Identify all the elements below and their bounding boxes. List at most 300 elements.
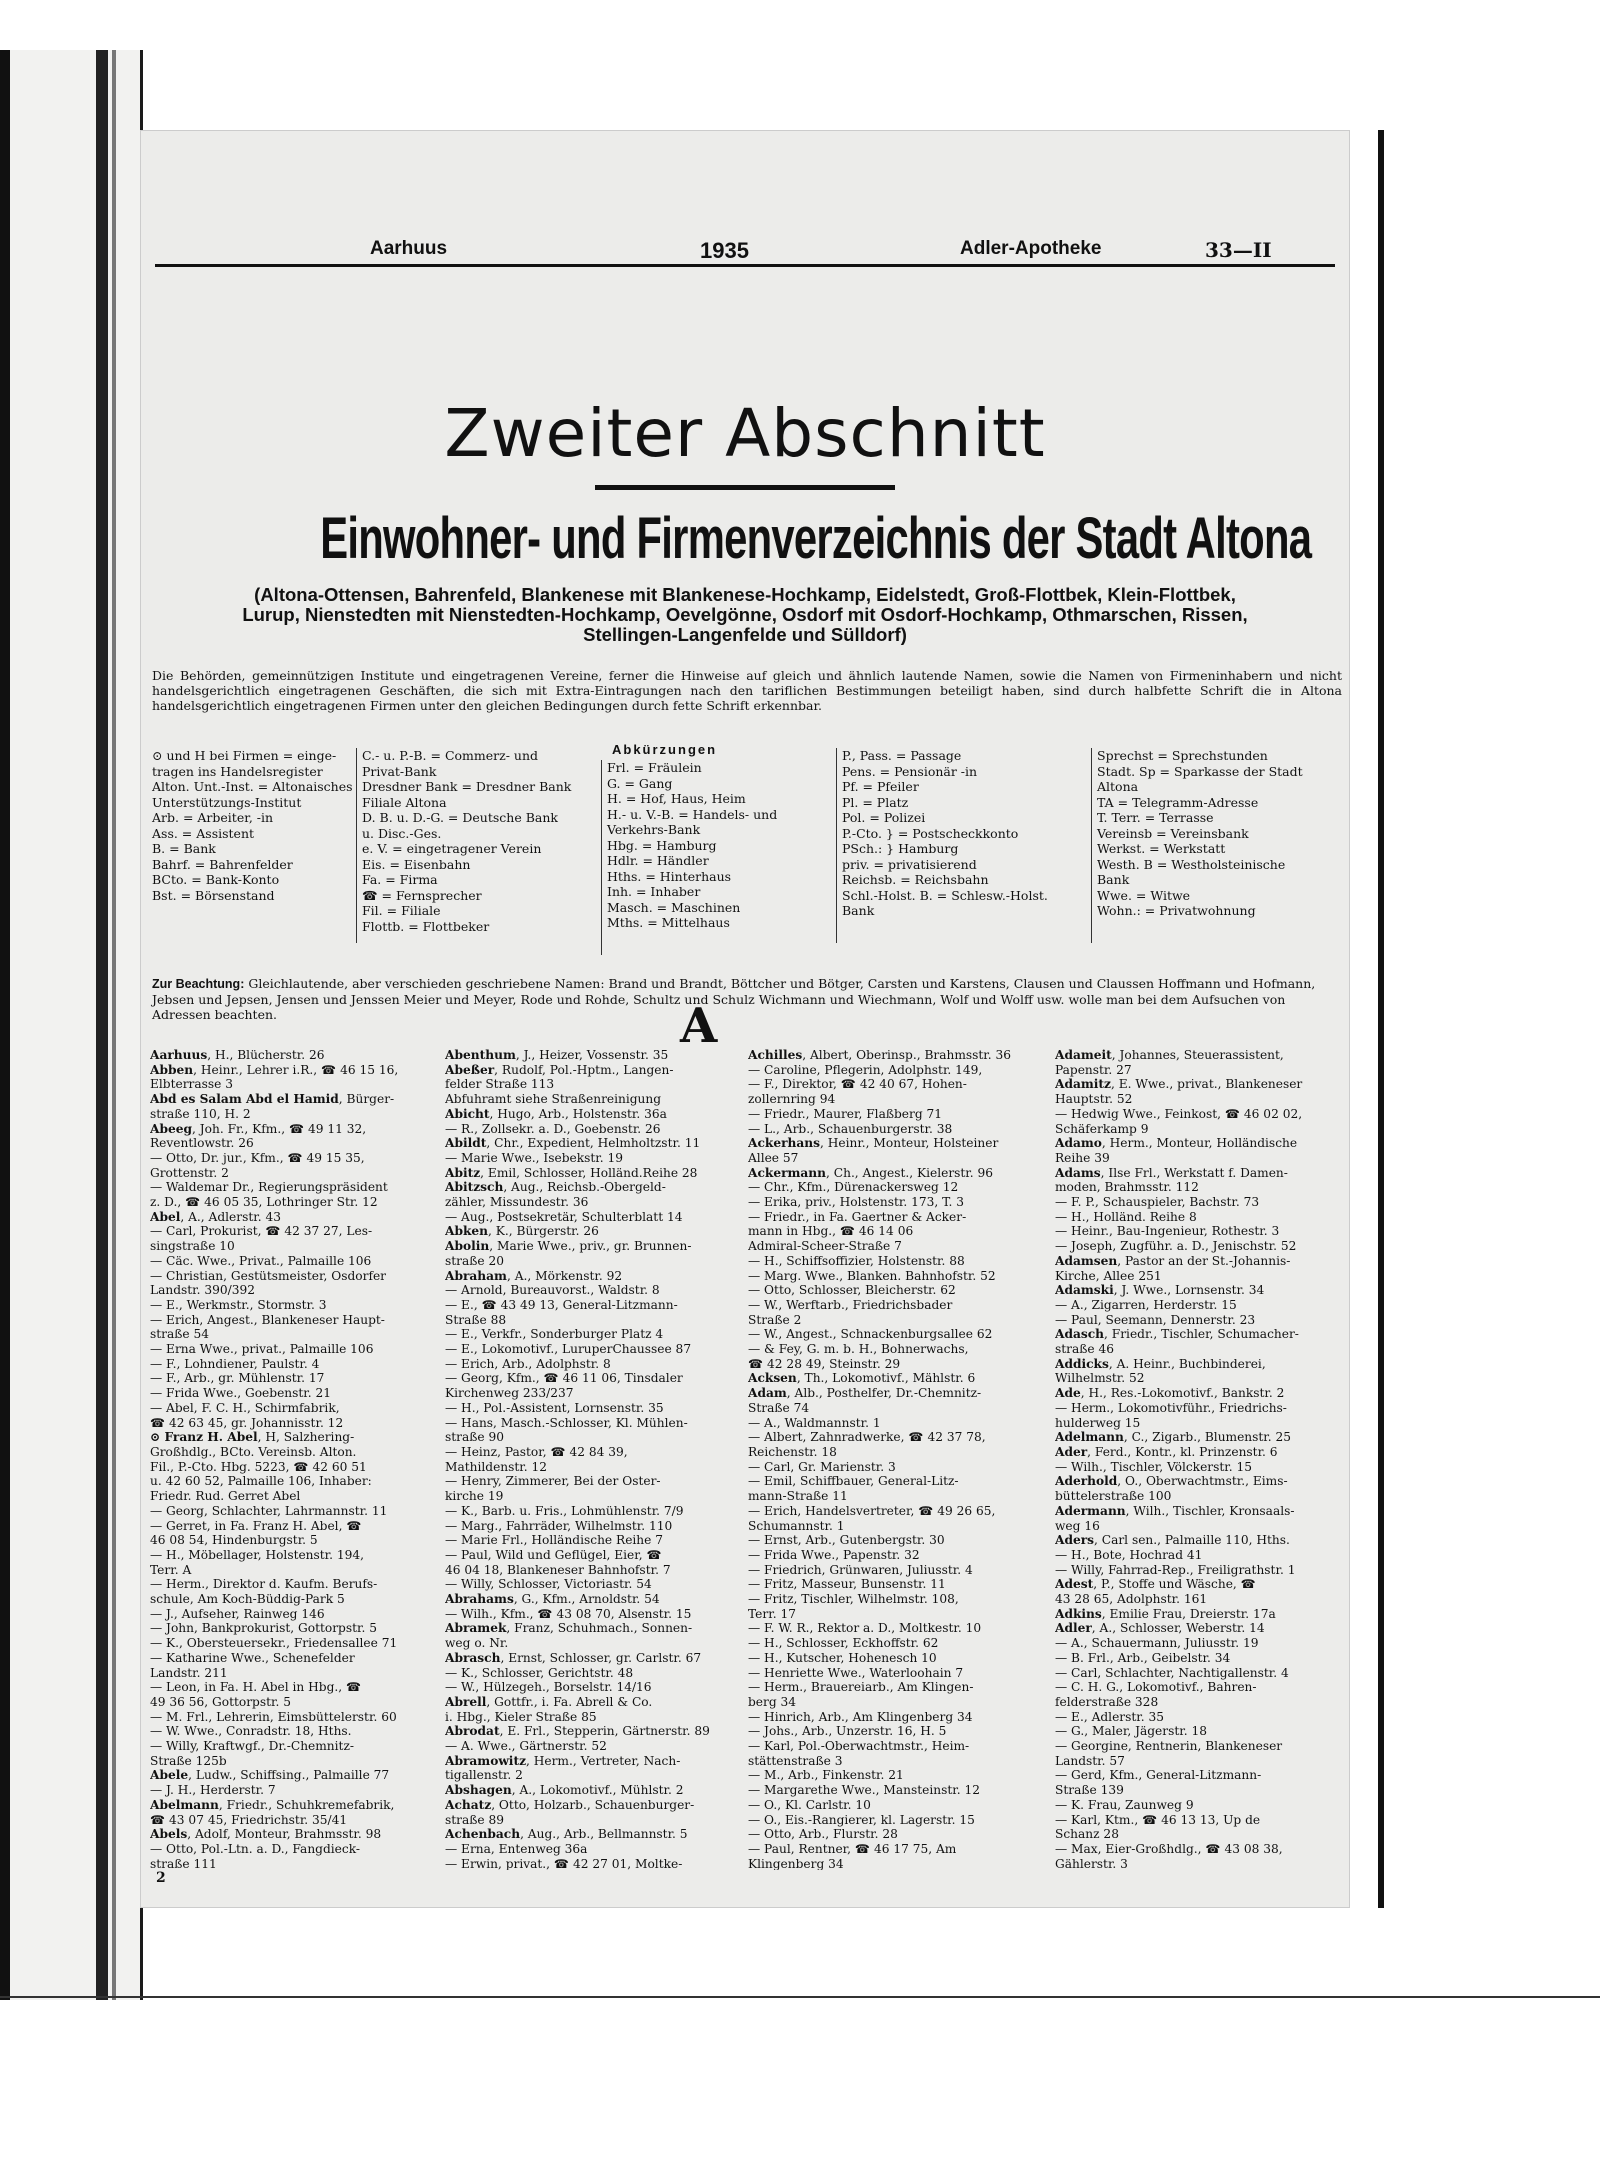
- directory-entry: Aderhold, O., Oberwachtmstr., Eims-: [1055, 1474, 1288, 1489]
- directory-entry: — W. Wwe., Conradstr. 18, Hths.: [150, 1724, 352, 1739]
- directory-entry: Schäferkamp 9: [1055, 1121, 1149, 1136]
- directory-entry: — Paul, Wild und Geflügel, Eier, ☎: [445, 1547, 662, 1562]
- directory-entry: — Erich, Arb., Adolphstr. 8: [445, 1356, 611, 1371]
- directory-entry: — Gerd, Kfm., General-Litzmann-: [1055, 1768, 1262, 1783]
- intro-paragraph: Die Behörden, gemeinnützigen Institute und eingetragenen Vereine, ferner die Hinweise auf gleich und ähnlich lautende Namen, sowie die Namen von Firmeninhabern und nicht handelsgerichtlich eingetragenen Geschäften, die sich mit Extra-Eintragungen nach den tariflichen Bestimmungen beteiligt haben, sind durch halbfette Schrift die in Altona handelsgerichtlich eingetragenen Firmen unter den gleichen Bedingungen durch fette Schrift erkennbar.: [152, 668, 1342, 713]
- abbreviation-item: Eis. = Eisenbahn: [362, 856, 471, 872]
- abbreviation-item: Bank: [1097, 872, 1130, 887]
- directory-entry: Achilles, Albert, Oberinsp., Brahmsstr. 36: [748, 1048, 1012, 1062]
- directory-entry: — Leon, in Fa. H. Abel in Hbg., ☎: [150, 1680, 362, 1695]
- directory-entry: — Otto, Schlosser, Bleicherstr. 62: [748, 1283, 956, 1298]
- directory-entry: Admiral-Scheer-Straße 7: [748, 1239, 902, 1254]
- abbreviation-item: Hths. = Hinterhaus: [607, 868, 732, 884]
- directory-entry: — E., ☎ 43 49 13, General-Litzmann-: [445, 1297, 678, 1312]
- directory-entry: — Waldemar Dr., Regierungspräsident: [150, 1180, 388, 1195]
- directory-entry: — E., Verkfr., Sonderburger Platz 4: [445, 1327, 664, 1342]
- directory-entry: Wilhelmstr. 52: [1055, 1371, 1145, 1386]
- scan-right-edge: [1378, 130, 1384, 1908]
- directory-entry: — Otto, Arb., Flurstr. 28: [748, 1827, 898, 1842]
- directory-entry: Hauptstr. 52: [1055, 1092, 1133, 1107]
- directory-entry: Adam, Alb., Posthelfer, Dr.-Chemnitz-: [748, 1386, 982, 1401]
- abbreviation-item: Inh. = Inhaber: [607, 884, 701, 899]
- scan-edge-dark: [0, 50, 10, 2000]
- directory-entry: 43 28 65, Adolphstr. 161: [1055, 1592, 1208, 1607]
- directory-entry: moden, Brahmsstr. 112: [1055, 1180, 1199, 1195]
- directory-entry: — H., Schlosser, Eckhoffstr. 62: [748, 1636, 939, 1651]
- directory-entry: ☎ 43 07 45, Friedrichstr. 35/41: [150, 1812, 348, 1827]
- directory-entry: mann in Hbg., ☎ 46 14 06: [748, 1224, 914, 1239]
- directory-entry: — W., Angest., Schnackenburgsallee 62: [748, 1327, 993, 1342]
- directory-entry: — Erika, priv., Holstenstr. 173, T. 3: [748, 1195, 964, 1210]
- abbreviation-item: e. V. = eingetragener Verein: [362, 841, 542, 856]
- directory-entry: — A., Waldmannstr. 1: [748, 1415, 881, 1430]
- directory-entry: Schumannstr. 1: [748, 1518, 845, 1533]
- abbreviation-item: P., Pass. = Passage: [842, 748, 962, 763]
- abbreviation-item: C.- u. P.-B. = Commerz- und: [362, 748, 538, 763]
- directory-entry: Achatz, Otto, Holzarb., Schauenburger-: [445, 1797, 695, 1812]
- section-letter: A: [680, 998, 718, 1054]
- directory-column: [748, 1048, 1048, 1870]
- directory-entry: — Paul, Rentner, ☎ 46 17 75, Am: [748, 1841, 957, 1856]
- directory-entry: Kirchenweg 233/237: [445, 1386, 574, 1401]
- abbreviation-item: Unterstützungs-Institut: [152, 794, 302, 810]
- abbreviation-item: Reichsb. = Reichsbahn: [842, 872, 989, 887]
- abbreviation-item: Flottb. = Flottbeker: [362, 918, 490, 934]
- directory-entry: — F. P., Schauspieler, Bachstr. 73: [1055, 1195, 1260, 1210]
- directory-entry: — O., Kl. Carlstr. 10: [748, 1797, 871, 1812]
- directory-entry: — Otto, Pol.-Ltn. a. D., Fangdieck-: [150, 1841, 361, 1856]
- directory-entry: Abildt, Chr., Expedient, Helmholtzstr. 11: [445, 1136, 701, 1151]
- directory-entry: — Willy, Fahrrad-Rep., Freiligrathstr. 1: [1055, 1562, 1296, 1577]
- directory-entry: Abeßer, Rudolf, Pol.-Hptm., Langen-: [445, 1062, 674, 1077]
- subtitle-line: Lurup, Nienstedten mit Nienstedten-Hochkamp, Oevelgönne, Osdorf mit Osdorf-Hochkamp, Othmarschen, Rissen,: [242, 604, 1248, 625]
- note-text: Gleichlautende, aber verschieden geschriebene Namen: Brand und Brandt, Böttcher und Bötger, Carsten und Karstens, Clausen und Claussen Hoffmann und Hofmann, Jebsen und Jepsen, Jensen und Jenssen Meier und Meyer, Rode und Rohde, Schultz und Schulz Wichmann und Wiechmann, Wolf und Wolff usw. wolle man bei dem Aufsuchen von Adressen beachten.: [152, 976, 1316, 1022]
- note-label: Zur Beachtung:: [152, 977, 245, 991]
- directory-entry: — Joseph, Zugführ. a. D., Jenischstr. 52: [1055, 1239, 1297, 1254]
- directory-entry: — Hinrich, Arb., Am Klingenberg 34: [748, 1709, 973, 1724]
- running-head-left: Aarhuus: [370, 238, 448, 259]
- directory-entry: Aders, Carl sen., Palmaille 110, Hths.: [1055, 1533, 1290, 1548]
- abbreviation-item: BCto. = Bank-Konto: [152, 872, 280, 887]
- directory-entry: 46 08 54, Hindenburgstr. 5: [150, 1533, 318, 1548]
- abbreviation-item: Verkehrs-Bank: [607, 822, 701, 837]
- abbreviation-item: H. = Hof, Haus, Heim: [607, 791, 746, 806]
- directory-entry: — Friedr., in Fa. Gaertner & Acker-: [748, 1209, 967, 1224]
- directory-entry: Adasch, Friedr., Tischler, Schumacher-: [1055, 1327, 1299, 1342]
- directory-entry: — J. H., Herderstr. 7: [150, 1783, 276, 1798]
- directory-entry: — J., Aufseher, Rainweg 146: [150, 1606, 325, 1621]
- abbreviation-item: P.-Cto. } = Postscheckkonto: [842, 825, 1019, 841]
- directory-entry: Adameit, Johannes, Steuerassistent,: [1055, 1048, 1284, 1062]
- column-divider: [356, 748, 357, 943]
- directory-entry: — Erich, Handelsvertreter, ☎ 49 26 65,: [748, 1503, 996, 1518]
- running-head-year: 1935: [700, 238, 749, 263]
- directory-entry: — L., Arb., Schauenburgerstr. 38: [748, 1121, 953, 1136]
- directory-entry: — Max, Eier-Großhdlg., ☎ 43 08 38,: [1055, 1841, 1283, 1856]
- directory-entry: zähler, Missundestr. 36: [445, 1195, 589, 1210]
- directory-entry: hulderweg 15: [1055, 1415, 1141, 1430]
- directory-entry: ☎ 42 63 45, gr. Johannisstr. 12: [150, 1415, 344, 1430]
- directory-entry: Abrodat, E. Frl., Stepperin, Gärtnerstr. 89: [445, 1724, 710, 1739]
- directory-entry: Abshagen, A., Lokomotivf., Mühlstr. 2: [445, 1783, 684, 1798]
- book-gutter: [96, 50, 108, 2000]
- directory-entry: — W., Werftarb., Friedrichsbader: [748, 1297, 953, 1312]
- abbreviation-item: tragen ins Handelsregister: [152, 763, 323, 779]
- abbreviation-item: Alton. Unt.-Inst. = Altonaisches: [152, 779, 353, 794]
- abbreviations-heading: Abkürzungen: [612, 742, 718, 757]
- directory-entry: Ade, H., Res.-Lokomotivf., Bankstr. 2: [1055, 1386, 1285, 1401]
- directory-entry: — F., Arb., gr. Mühlenstr. 17: [150, 1371, 325, 1386]
- directory-entry: — Carl, Gr. Marienstr. 3: [748, 1459, 896, 1474]
- abbreviation-item: Fil. = Filiale: [362, 903, 441, 918]
- directory-entry: Reichenstr. 18: [748, 1444, 837, 1459]
- directory-entry: Fil., P.-Cto. Hbg. 5223, ☎ 42 60 51: [150, 1459, 367, 1474]
- directory-entry: Abolin, Marie Wwe., priv., gr. Brunnen-: [445, 1239, 692, 1254]
- directory-entry: Reihe 39: [1055, 1150, 1110, 1165]
- directory-entry: Friedr. Rud. Gerret Abel: [150, 1489, 301, 1504]
- directory-entry: schule, Am Koch-Büddig-Park 5: [150, 1592, 345, 1607]
- directory-entry: Reventlowstr. 26: [150, 1136, 254, 1151]
- directory-entry: Straße 2: [748, 1312, 802, 1327]
- directory-entry: Abele, Ludw., Schiffsing., Palmaille 77: [150, 1768, 390, 1783]
- directory-entry: Straße 139: [1055, 1783, 1124, 1798]
- running-head: [155, 238, 1335, 267]
- directory-entry: büttelerstraße 100: [1055, 1489, 1172, 1504]
- directory-entry: — Margarethe Wwe., Mansteinstr. 12: [748, 1783, 980, 1798]
- abbreviation-item: Arb. = Arbeiter, -in: [152, 810, 274, 825]
- directory-entry: Abrell, Gottfr., i. Fa. Abrell & Co.: [445, 1694, 653, 1709]
- directory-entry: — B. Frl., Arb., Geibelstr. 34: [1055, 1650, 1231, 1665]
- directory-entry: Aarhuus, H., Blücherstr. 26: [150, 1048, 325, 1062]
- abbreviation-item: Bst. = Börsenstand: [152, 887, 275, 903]
- directory-entry: Abitzsch, Aug., Reichsb.-Obergeld-: [445, 1180, 666, 1195]
- directory-entry: zollernring 94: [748, 1092, 836, 1107]
- directory-entry: — Frida Wwe., Goebenstr. 21: [150, 1386, 332, 1401]
- directory-entry: 46 04 18, Blankeneser Bahnhofstr. 7: [445, 1562, 671, 1577]
- page-number: 2: [156, 1870, 166, 1886]
- abbreviation-item: Stadt. Sp = Sparkasse der Stadt: [1097, 763, 1303, 779]
- directory-entry: — Georgine, Rentnerin, Blankeneser: [1055, 1739, 1283, 1754]
- directory-entry: — Gerret, in Fa. Franz H. Abel, ☎: [150, 1518, 362, 1533]
- section-title: Zweiter Abschnitt: [444, 395, 1046, 472]
- directory-entry: — Katharine Wwe., Schenefelder: [150, 1650, 355, 1665]
- directory-entry: Allee 57: [748, 1150, 799, 1165]
- subtitle: [140, 585, 1350, 645]
- directory-entry: Terr. A: [150, 1562, 192, 1577]
- abbreviation-item: Pl. = Platz: [842, 794, 909, 810]
- abbreviations-column: [1097, 748, 1303, 919]
- directory-entry: — Friedrich, Grünwaren, Juliusstr. 4: [748, 1562, 973, 1577]
- abbreviation-item: Dresdner Bank = Dresdner Bank: [362, 779, 572, 794]
- directory-entry: singstraße 10: [150, 1239, 235, 1254]
- directory-entry: Adler, A., Schlosser, Weberstr. 14: [1055, 1621, 1265, 1636]
- directory-entry: weg 16: [1055, 1518, 1100, 1533]
- book-gutter-shadow: [112, 50, 116, 2000]
- directory-entry: — F. W. R., Rektor a. D., Moltkestr. 10: [748, 1621, 982, 1636]
- directory-entry: Straße 125b: [150, 1753, 227, 1768]
- subtitle-line: (Altona-Ottensen, Bahrenfeld, Blankenese mit Blankenese-Hochkamp, Eidelstedt, Groß-Flottbek, Klein-Flottbek,: [254, 584, 1236, 605]
- directory-entry: ⊙ Franz H. Abel, H, Salzhering-: [150, 1430, 355, 1445]
- directory-entry: felder Straße 113: [445, 1077, 555, 1092]
- abbreviation-item: Pens. = Pensionär -in: [842, 763, 978, 779]
- directory-entry: Straße 88: [445, 1312, 507, 1327]
- abbreviation-item: Masch. = Maschinen: [607, 899, 741, 915]
- directory-entry: — Otto, Dr. jur., Kfm., ☎ 49 15 35,: [150, 1150, 365, 1165]
- directory-entry: Abken, K., Bürgerstr. 26: [445, 1224, 599, 1239]
- abbreviations-column: [152, 748, 353, 903]
- running-head-page: 33—II: [1205, 238, 1272, 262]
- directory-entry: Landstr. 390/392: [150, 1283, 256, 1298]
- directory-entry: — Marie Wwe., Isebekstr. 19: [445, 1150, 623, 1165]
- directory-entry: — Erwin, privat., ☎ 42 27 01, Moltke-: [445, 1856, 683, 1870]
- document-page: [140, 130, 1350, 1908]
- running-head-right: Adler-Apotheke: [960, 238, 1102, 259]
- directory-entry: — Willy, Schlosser, Victoriastr. 54: [445, 1577, 652, 1592]
- note-paragraph: [152, 976, 1342, 1022]
- directory-entry: — & Fey, G. m. b. H., Bohnerwachs,: [748, 1342, 969, 1357]
- directory-entry: weg o. Nr.: [445, 1636, 509, 1651]
- directory-entry: — Ernst, Arb., Gutenbergstr. 30: [748, 1533, 945, 1548]
- abbreviation-item: priv. = privatisierend: [842, 856, 977, 872]
- directory-entry: — H., Bote, Hochrad 41: [1055, 1547, 1203, 1562]
- directory-entry: — Herm., Brauereiarb., Am Klingen-: [748, 1680, 974, 1695]
- directory-entry: Abenthum, J., Heizer, Vossenstr. 35: [445, 1048, 669, 1062]
- directory-entry: Ackerhans, Heinr., Monteur, Holsteiner: [748, 1136, 999, 1151]
- abbreviation-item: D. B. u. D.-G. = Deutsche Bank: [362, 810, 558, 825]
- directory-entry: — Georg, Kfm., ☎ 46 11 06, Tinsdaler: [445, 1371, 683, 1386]
- directory-entry: u. 42 60 52, Palmaille 106, Inhaber:: [150, 1474, 372, 1489]
- directory-entry: — F., Lohndiener, Paulstr. 4: [150, 1356, 320, 1371]
- directory-entry: Adamitz, E. Wwe., privat., Blankeneser: [1055, 1077, 1303, 1092]
- directory-entry: — K., Obersteuersekr., Friedensallee 71: [150, 1636, 398, 1651]
- abbreviation-item: Wwe. = Witwe: [1097, 887, 1191, 903]
- directory-entry: — H., Pol.-Assistent, Lornsenstr. 35: [445, 1400, 664, 1415]
- directory-entry: — Johs., Arb., Unzerstr. 16, H. 5: [748, 1724, 947, 1739]
- abbreviations-table: [152, 740, 1342, 970]
- directory-entry: — Marg., Fahrräder, Wilhelmstr. 110: [445, 1518, 673, 1533]
- directory-entry: — Frida Wwe., Papenstr. 32: [748, 1547, 920, 1562]
- abbreviations-column: [607, 760, 777, 931]
- directory-entry: Achenbach, Aug., Arb., Bellmannstr. 5: [445, 1827, 688, 1842]
- directory-entry: — Fritz, Tischler, Wilhelmstr. 108,: [748, 1592, 959, 1607]
- directory-entry: — A., Zigarren, Herderstr. 15: [1055, 1297, 1237, 1312]
- directory-entry: Adkins, Emilie Frau, Dreierstr. 17a: [1055, 1606, 1276, 1621]
- directory-entry: Elbterrasse 3: [150, 1077, 233, 1092]
- column-divider: [601, 760, 602, 955]
- directory-entry: — M. Frl., Lehrerin, Eimsbüttelerstr. 60: [150, 1709, 397, 1724]
- abbreviation-item: H.- u. V.-B. = Handels- und: [607, 806, 778, 822]
- directory-entry: — Hans, Masch.-Schlosser, Kl. Mühlen-: [445, 1415, 688, 1430]
- abbreviation-item: ☎ = Fernsprecher: [362, 887, 482, 903]
- directory-entry: Gählerstr. 3: [1055, 1856, 1128, 1870]
- directory-entry: 49 36 56, Gottorpstr. 5: [150, 1694, 291, 1709]
- directory-entry: — Henry, Zimmerer, Bei der Oster-: [445, 1474, 661, 1489]
- directory-entry: Klingenberg 34: [748, 1856, 844, 1870]
- directory-entry: — R., Zollsekr. a. D., Goebenstr. 26: [445, 1121, 661, 1136]
- directory-column: [150, 1048, 435, 1870]
- directory-entry: tigallenstr. 2: [445, 1768, 523, 1783]
- main-title: Einwohner- und Firmenverzeichnis der Stadt Altona: [320, 506, 1312, 571]
- abbreviation-item: TA = Telegramm-Adresse: [1097, 794, 1259, 810]
- directory-entry: — A. Wwe., Gärtnerstr. 52: [445, 1739, 607, 1754]
- directory-entry: — Christian, Gestütsmeister, Osdorfer: [150, 1268, 387, 1283]
- directory-entry: — F., Direktor, ☎ 42 40 67, Hohen-: [748, 1077, 967, 1092]
- directory-entry: — E., Lokomotivf., LuruperChaussee 87: [445, 1342, 692, 1357]
- directory-entry: — Herm., Lokomotivführ., Friedrichs-: [1055, 1400, 1287, 1415]
- directory-entry: — K., Barb. u. Fris., Lohmühlenstr. 7/9: [445, 1503, 684, 1518]
- directory-entry: — Caroline, Pflegerin, Adolphstr. 149,: [748, 1062, 983, 1077]
- abbreviation-item: Bank: [842, 903, 875, 918]
- directory-entry: stättenstraße 3: [748, 1753, 843, 1768]
- directory-entry: — Carl, Prokurist, ☎ 42 37 27, Les-: [150, 1224, 373, 1239]
- directory-entry: — Karl, Pol.-Oberwachtmstr., Heim-: [748, 1739, 970, 1754]
- directory-entry: Terr. 17: [748, 1606, 796, 1621]
- directory-entry: — John, Bankprokurist, Gottorpstr. 5: [150, 1621, 377, 1636]
- directory-entry: — H., Möbellager, Holstenstr. 194,: [150, 1547, 365, 1562]
- directory-entry: Abicht, Hugo, Arb., Holstenstr. 36a: [445, 1106, 667, 1121]
- directory-entry: Ader, Ferd., Kontr., kl. Prinzenstr. 6: [1055, 1444, 1278, 1459]
- directory-entry: Abelmann, Friedr., Schuhkremefabrik,: [150, 1797, 395, 1812]
- directory-entry: — G., Maler, Jägerstr. 18: [1055, 1724, 1207, 1739]
- abbreviation-item: Hbg. = Hamburg: [607, 837, 717, 853]
- directory-entry: — Emil, Schiffbauer, General-Litz-: [748, 1474, 959, 1489]
- abbreviation-item: G. = Gang: [607, 775, 673, 791]
- directory-entry: — Carl, Schlachter, Nachtigallenstr. 4: [1055, 1665, 1289, 1680]
- abbreviation-item: Sprechst = Sprechstunden: [1097, 748, 1268, 763]
- directory-entry: — Erna Wwe., privat., Palmaille 106: [150, 1342, 374, 1357]
- directory-entry: Landstr. 211: [150, 1665, 228, 1680]
- directory-entry: — E., Adlerstr. 35: [1055, 1709, 1165, 1724]
- directory-entry: Acksen, Th., Lokomotivf., Mählstr. 6: [748, 1371, 976, 1386]
- directory-entry: — Wilh., Kfm., ☎ 43 08 70, Alsenstr. 15: [445, 1606, 692, 1621]
- directory-column: [1055, 1048, 1345, 1870]
- directory-entry: Addicks, A. Heinr., Buchbinderei,: [1055, 1356, 1266, 1371]
- directory-entry: — Willy, Kraftwgf., Dr.-Chemnitz-: [150, 1739, 354, 1754]
- adjacent-page-edge: [0, 50, 143, 2000]
- directory-entry: — Erna, Entenweg 36a: [445, 1841, 588, 1856]
- directory-entry: straße 111: [150, 1856, 217, 1870]
- abbreviation-item: Ass. = Assistent: [152, 825, 255, 841]
- directory-entry: — Abel, F. C. H., Schirmfabrik,: [150, 1400, 340, 1415]
- directory-entry: — Albert, Zahnradwerke, ☎ 42 37 78,: [748, 1430, 986, 1445]
- abbreviation-item: Vereinsb = Vereinsbank: [1097, 825, 1249, 841]
- directory-entry: Abel, A., Adlerstr. 43: [150, 1209, 281, 1224]
- directory-entry: i. Hbg., Kieler Straße 85: [445, 1709, 597, 1724]
- directory-entry: Abels, Adolf, Monteur, Brahmsstr. 98: [150, 1827, 382, 1842]
- directory-entry: straße 46: [1055, 1342, 1114, 1357]
- abbreviations-column: [362, 748, 571, 934]
- directory-entry: Adermann, Wilh., Tischler, Kronsaals-: [1055, 1503, 1295, 1518]
- abbreviation-item: Altona: [1097, 779, 1139, 794]
- directory-entry: — C. H. G., Lokomotivf., Bahren-: [1055, 1680, 1257, 1695]
- directory-entry: ☎ 42 28 49, Steinstr. 29: [748, 1356, 901, 1371]
- directory-entry: Grottenstr. 2: [150, 1165, 229, 1180]
- abbreviation-item: u. Disc.-Ges.: [362, 825, 442, 841]
- directory-entry: — Arnold, Bureauvorst., Waldstr. 8: [445, 1283, 660, 1298]
- directory-entry: Landstr. 57: [1055, 1753, 1125, 1768]
- abbreviation-item: Schl.-Holst. B. = Schlesw.-Holst.: [842, 887, 1048, 903]
- abbreviation-item: Mths. = Mittelhaus: [607, 915, 730, 930]
- directory-entry: felderstraße 328: [1055, 1694, 1159, 1709]
- abbreviation-item: Wohn.: = Privatwohnung: [1097, 903, 1256, 918]
- directory-entry: Abramek, Franz, Schuhmach., Sonnen-: [445, 1621, 693, 1636]
- directory-entry: Abramowitz, Herm., Vertreter, Nach-: [445, 1753, 681, 1768]
- directory-entry: Mathildenstr. 12: [445, 1459, 548, 1474]
- column-divider: [1091, 748, 1092, 943]
- directory-entry: Schanz 28: [1055, 1827, 1119, 1842]
- directory-entry: — Karl, Ktm., ☎ 46 13 13, Up de: [1055, 1812, 1261, 1827]
- directory-entry: Straße 74: [748, 1400, 810, 1415]
- directory-entry: Adest, P., Stoffe und Wäsche, ☎: [1055, 1577, 1256, 1592]
- title-divider: [595, 485, 895, 490]
- directory-entry: Ackermann, Ch., Angest., Kielerstr. 96: [748, 1165, 994, 1180]
- directory-entry: — Hedwig Wwe., Feinkost, ☎ 46 02 02,: [1055, 1106, 1303, 1121]
- directory-entry: — Marie Frl., Holländische Reihe 7: [445, 1533, 663, 1548]
- directory-entry: — W., Hülzegeh., Borselstr. 14/16: [445, 1680, 652, 1695]
- directory-entry: — H., Schiffsoffizier, Holstenstr. 88: [748, 1253, 965, 1268]
- directory-entry: — Cäc. Wwe., Privat., Palmaille 106: [150, 1253, 372, 1268]
- column-divider: [836, 748, 837, 943]
- directory-entry: — E., Werkmstr., Stormstr. 3: [150, 1297, 327, 1312]
- directory-entry: — Chr., Kfm., Dürenackersweg 12: [748, 1180, 959, 1195]
- directory-entry: — Wilh., Tischler, Völckerstr. 15: [1055, 1459, 1253, 1474]
- directory-entry: z. D., ☎ 46 05 35, Lothringer Str. 12: [150, 1195, 378, 1210]
- directory-entry: Adamsen, Pastor an der St.-Johannis-: [1055, 1253, 1291, 1268]
- abbreviation-item: Pol. = Polizei: [842, 810, 926, 825]
- directory-entry: — Georg, Schlachter, Lahrmannstr. 11: [150, 1503, 388, 1518]
- directory-entry: straße 110, H. 2: [150, 1106, 251, 1121]
- directory-entry: — Marg. Wwe., Blanken. Bahnhofstr. 52: [748, 1268, 996, 1283]
- directory-entry: Großhdlg., BCto. Vereinsb. Alton.: [150, 1444, 357, 1459]
- directory-entry: Adamo, Herm., Monteur, Holländische: [1055, 1136, 1298, 1151]
- directory-entry: — K., Schlosser, Gerichtstr. 48: [445, 1665, 634, 1680]
- directory-entry: — Friedr., Maurer, Flaßberg 71: [748, 1106, 943, 1121]
- directory-entry: Kirche, Allee 251: [1055, 1268, 1162, 1283]
- directory-entry: — Henriette Wwe., Waterloohain 7: [748, 1665, 964, 1680]
- abbreviation-item: Pf. = Pfeiler: [842, 779, 919, 794]
- subtitle-line: Stellingen-Langenfelde und Sülldorf): [583, 624, 907, 645]
- directory-entry: straße 20: [445, 1253, 504, 1268]
- directory-entry: — O., Eis.-Rangierer, kl. Lagerstr. 15: [748, 1812, 975, 1827]
- directory-entry: — M., Arb., Finkenstr. 21: [748, 1768, 904, 1783]
- directory-entry: Abraham, A., Mörkenstr. 92: [445, 1268, 623, 1283]
- directory-entry: — A., Schauermann, Juliusstr. 19: [1055, 1636, 1259, 1651]
- abbreviation-item: Frl. = Fräulein: [607, 760, 702, 775]
- abbreviation-item: Hdlr. = Händler: [607, 853, 709, 868]
- directory-entry: Abben, Heinr., Lehrer i.R., ☎ 46 15 16,: [150, 1062, 399, 1077]
- directory-entry: — Paul, Seemann, Dennerstr. 23: [1055, 1312, 1256, 1327]
- directory-entry: Abeeg, Joh. Fr., Kfm., ☎ 49 11 32,: [150, 1121, 367, 1136]
- abbreviation-item: Filiale Altona: [362, 794, 447, 810]
- directory-entry: straße 90: [445, 1430, 504, 1445]
- abbreviation-item: PSch.: } Hamburg: [842, 841, 959, 856]
- directory-entry: Adelmann, C., Zigarb., Blumenstr. 25: [1055, 1430, 1292, 1445]
- directory-entry: Adamski, J. Wwe., Lornsenstr. 34: [1055, 1283, 1265, 1298]
- directory-entry: Abitz, Emil, Schlosser, Holländ.Reihe 28: [445, 1165, 698, 1180]
- directory-entry: mann-Straße 11: [748, 1489, 848, 1504]
- directory-entry: — K. Frau, Zaunweg 9: [1055, 1797, 1194, 1812]
- directory-entry: kirche 19: [445, 1489, 504, 1504]
- directory-entry: Abrahams, G., Kfm., Arnoldstr. 54: [445, 1592, 660, 1607]
- directory-entry: berg 34: [748, 1694, 797, 1709]
- abbreviations-column: [842, 748, 1048, 919]
- directory-entry: straße 54: [150, 1327, 209, 1342]
- abbreviation-item: Bahrf. = Bahrenfelder: [152, 856, 293, 872]
- directory-entry: — H., Kutscher, Hohenesch 10: [748, 1650, 937, 1665]
- abbreviation-item: Privat-Bank: [362, 763, 437, 779]
- directory-entry: Adams, Ilse Frl., Werkstatt f. Damen-: [1055, 1165, 1288, 1180]
- directory-entry: Abfuhramt siehe Straßenreinigung: [445, 1092, 662, 1107]
